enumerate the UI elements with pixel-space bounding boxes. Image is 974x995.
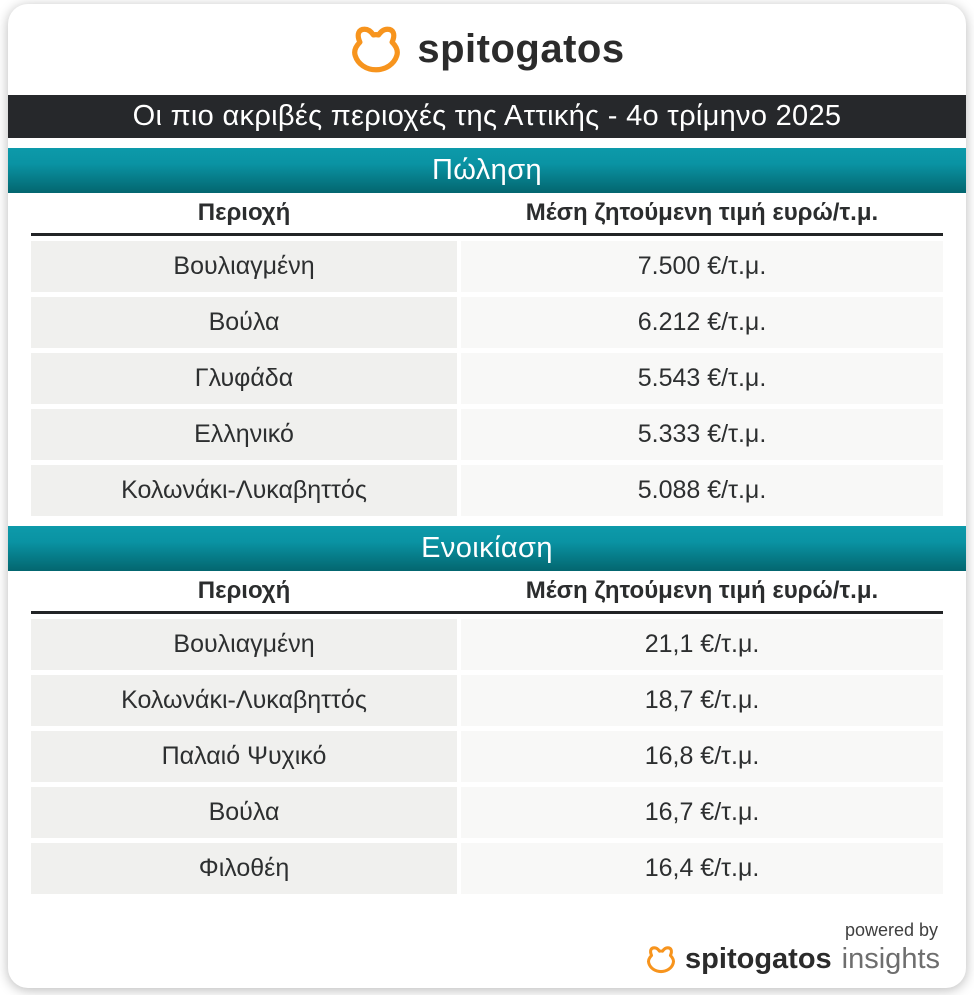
section-spacer — [8, 516, 966, 526]
price-cell: 16,4 €/τ.μ. — [461, 843, 943, 894]
table-row — [31, 675, 943, 726]
column-header-price: Μέση ζητούμενη τιμή ευρώ/τ.μ. — [525, 199, 879, 226]
spitogatos-cat-icon-small — [645, 946, 677, 974]
logo-wordmark: spitogatos — [417, 27, 625, 71]
price-cell: 21,1 €/τ.μ. — [461, 619, 943, 670]
table-row — [31, 731, 943, 782]
table-row — [31, 241, 943, 292]
footer — [645, 920, 940, 976]
footer-logo-wordmark: spitogatos — [685, 943, 832, 975]
footer-brand — [645, 943, 940, 976]
area-cell: Παλαιό Ψυχικό — [31, 731, 457, 782]
main-title-bar — [8, 95, 966, 138]
spitogatos-cat-icon — [349, 26, 403, 74]
column-header-area: Περιοχή — [197, 199, 291, 226]
table-row — [31, 843, 943, 894]
sale-table — [8, 193, 966, 516]
area-cell: Βουλιαγμένη — [31, 241, 457, 292]
price-cell: 16,8 €/τ.μ. — [461, 731, 943, 782]
powered-by-label: powered by — [844, 920, 938, 940]
table-row — [31, 353, 943, 404]
rent-table — [8, 571, 966, 894]
price-cell: 16,7 €/τ.μ. — [461, 787, 943, 838]
table-row — [31, 297, 943, 348]
section-bar-rent — [8, 526, 966, 571]
logo-header — [8, 4, 966, 95]
area-cell: Ελληνικό — [31, 409, 457, 460]
area-cell: Γλυφάδα — [31, 353, 457, 404]
column-header-area: Περιοχή — [197, 577, 291, 604]
area-cell: Βούλα — [31, 297, 457, 348]
price-cell: 6.212 €/τ.μ. — [461, 297, 943, 348]
price-cell: 5.088 €/τ.μ. — [461, 465, 943, 516]
price-cell: 7.500 €/τ.μ. — [461, 241, 943, 292]
price-cell: 18,7 €/τ.μ. — [461, 675, 943, 726]
table-row — [31, 619, 943, 670]
column-header-price: Μέση ζητούμενη τιμή ευρώ/τ.μ. — [525, 577, 879, 604]
area-cell: Φιλοθέη — [31, 843, 457, 894]
page-title: Οι πιο ακριβές περιοχές της Αττικής - 4ο τρίμηνο 2025 — [132, 100, 842, 132]
area-cell: Βούλα — [31, 787, 457, 838]
rent-table-header — [31, 571, 943, 614]
table-row — [31, 409, 943, 460]
infographic-card — [8, 4, 966, 988]
area-cell: Κολωνάκι-Λυκαβηττός — [31, 465, 457, 516]
title-gap — [8, 138, 966, 148]
area-cell: Βουλιαγμένη — [31, 619, 457, 670]
table-row — [31, 787, 943, 838]
section-bar-sale — [8, 148, 966, 193]
price-cell: 5.543 €/τ.μ. — [461, 353, 943, 404]
section-title-sale: Πώληση — [431, 154, 543, 186]
section-title-rent: Ενοικίαση — [421, 532, 553, 564]
footer-insights-label: insights — [841, 943, 940, 975]
sale-table-header — [31, 193, 943, 236]
price-cell: 5.333 €/τ.μ. — [461, 409, 943, 460]
table-row — [31, 465, 943, 516]
area-cell: Κολωνάκι-Λυκαβηττός — [31, 675, 457, 726]
